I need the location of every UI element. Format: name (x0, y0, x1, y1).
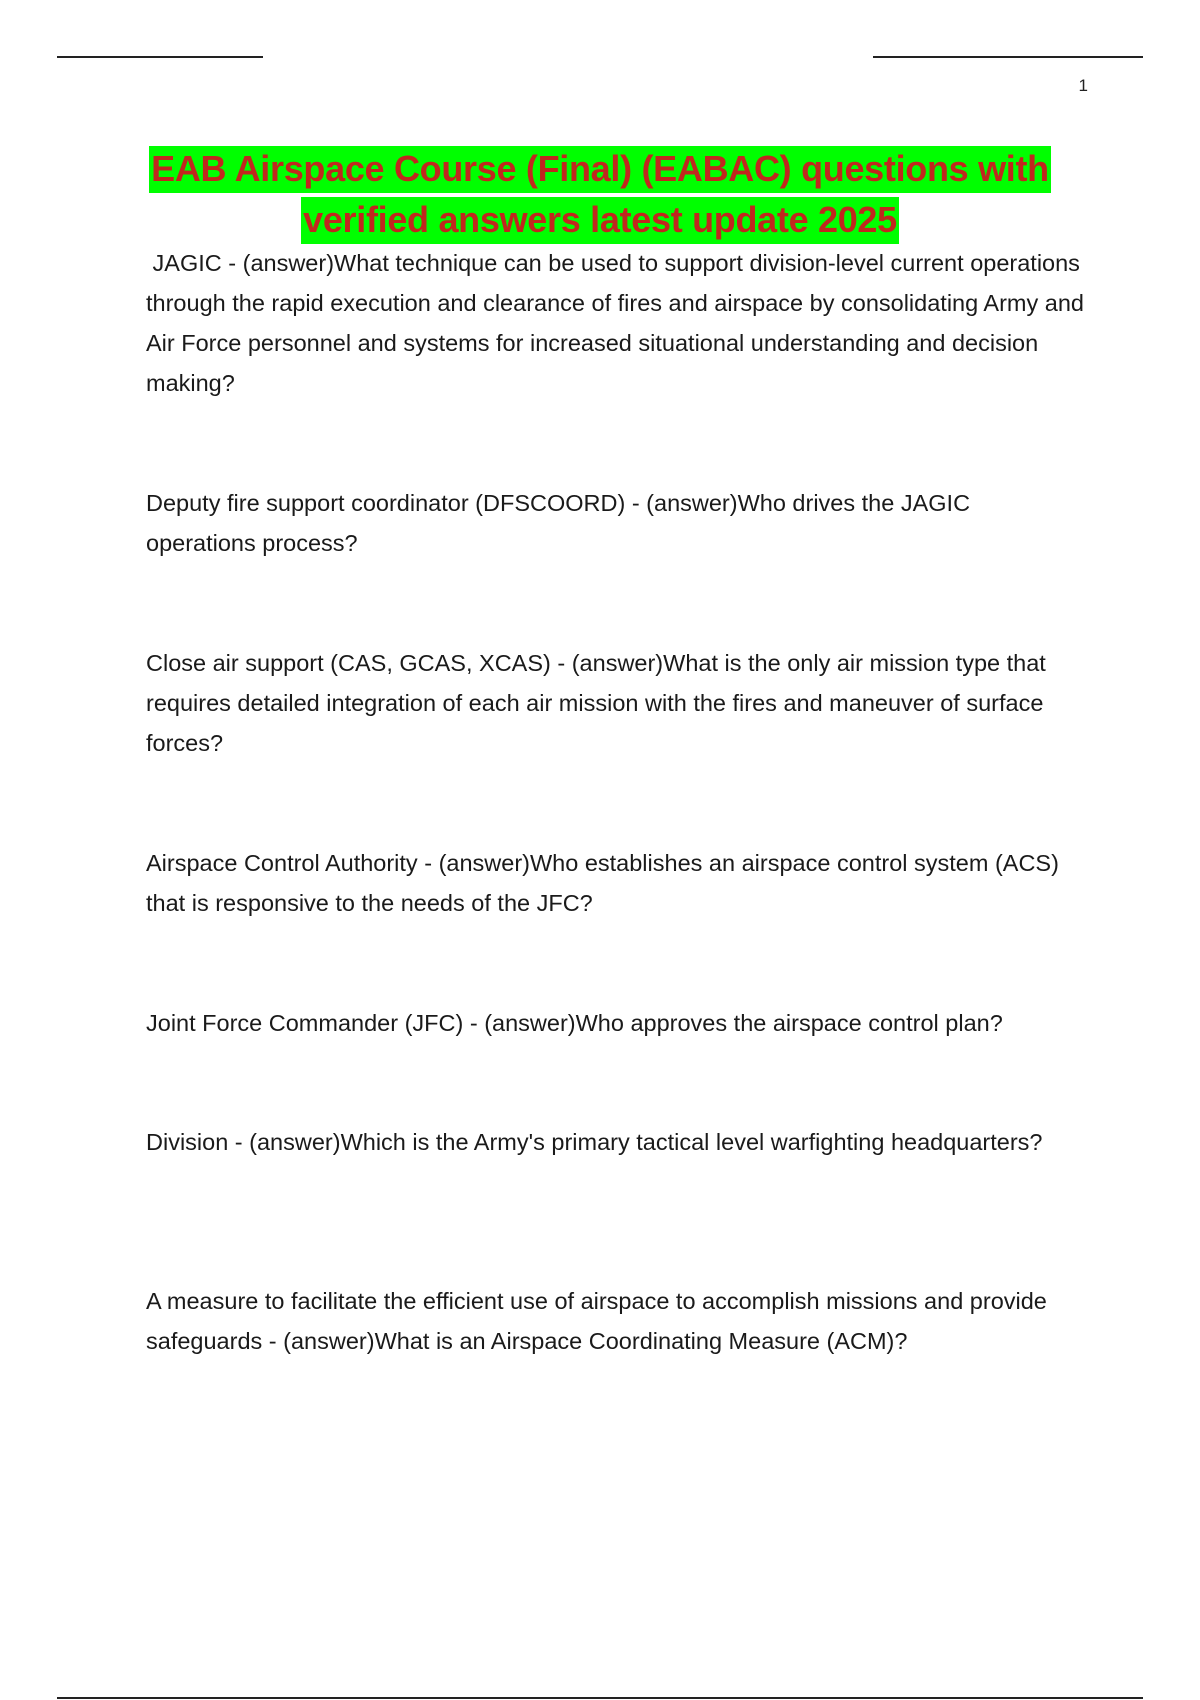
title-line-1: EAB Airspace Course (Final) (EABAC) questions with (149, 146, 1051, 193)
qa-entry-jfc: Joint Force Commander (JFC) - (answer)Who approves the airspace control plan? (146, 1010, 1003, 1036)
title-line-2: verified answers latest update 2025 (301, 197, 899, 244)
qa-entry-jagic: JAGIC - (answer)What technique can be used to support division-level current operations through the rapid execution and clearance of fires and airspace by consolidating Army and Air Force personnel and systems for increased situational understanding and decision making? (146, 250, 1090, 396)
qa-entry-cas: Close air support (CAS, GCAS, XCAS) - (answer)What is the only air mission type that requires detailed integration of each air mission with the fires and maneuver of surface forces? (146, 650, 1046, 756)
qa-entry-dfscoord: Deputy fire support coordinator (DFSCOORD) - (answer)Who drives the JAGIC operations process? (146, 490, 971, 556)
qa-entry-acm: A measure to facilitate the efficient use of airspace to accomplish missions and provide safeguards - (answer)What is an Airspace Coordinating Measure (ACM)? (146, 1288, 1047, 1354)
footer-rule (57, 1697, 1143, 1699)
qa-entry-division: Division - (answer)Which is the Army's primary tactical level warfighting headquarters? (146, 1129, 1043, 1155)
qa-entry-aca: Airspace Control Authority - (answer)Who establishes an airspace control system (ACS) that is responsive to the needs of the JFC? (146, 850, 1059, 916)
header-rule-left (57, 56, 263, 58)
header-rule-right (873, 56, 1143, 58)
page-number: 1 (1078, 76, 1088, 95)
document-title (100, 143, 1100, 245)
